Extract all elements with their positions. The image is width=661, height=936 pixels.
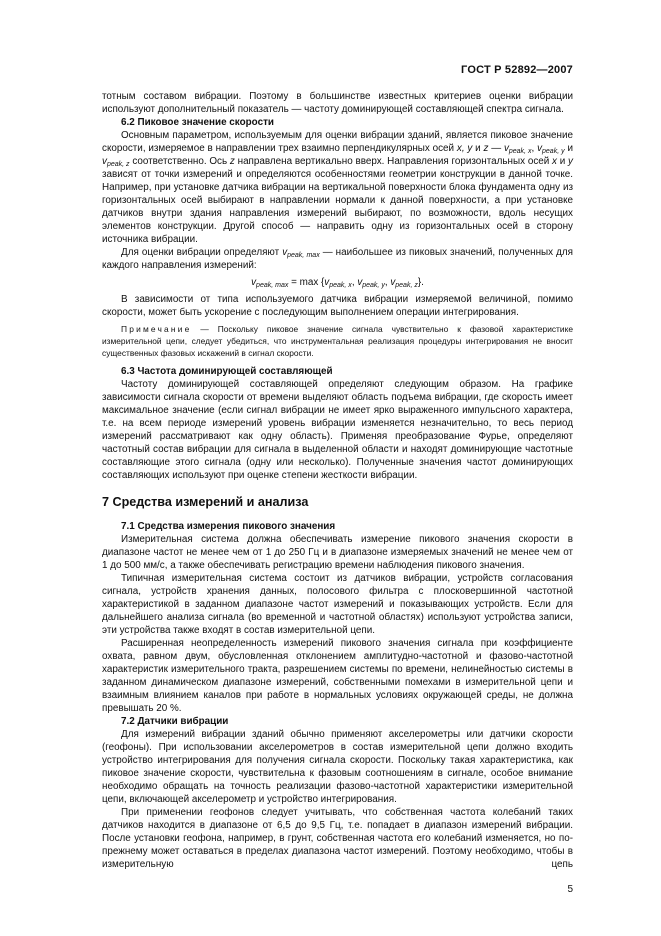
document-body bbox=[102, 90, 573, 871]
subscript: peak, z bbox=[106, 161, 130, 168]
text-run: и bbox=[556, 156, 569, 167]
text-run: Для измерений вибрации зданий обычно применяют акселерометры или датчики скорости (геофоны). При использовании акселерометров в состав измерительной цепи должно входить устройство интегрирования для получения сигнала скорости. Поскольку такая характеристика, как пиковое значение скорости, чувствительна к фазовым соотношениям в сигнале, особое внимание необходимо обращать на точность реализации фазово-частотной характеристики измерительной цепи, включающей акселерометр и устройство интегрирования. bbox=[102, 729, 573, 805]
text-run: = max { bbox=[288, 277, 325, 288]
italic-symbol: z bbox=[229, 156, 235, 167]
italic-symbol: v bbox=[357, 277, 363, 288]
text-run: В зависимости от типа используемого датчика вибрации измеряемой величиной, помимо скорости, может быть ускорение с последующим выполнением операции интегрирования. bbox=[102, 294, 573, 318]
subscript: peak, y bbox=[362, 282, 385, 289]
italic-symbol: v bbox=[282, 247, 288, 258]
text-run: и bbox=[564, 143, 573, 154]
text-run: — Поскольку пиковое значение сигнала чувствительно к фазовой характеристике измерительной цепи, следует убедиться, что инструментальная реализация процедуры интегрирования не вносит существенных фазовых искажений в сигнал скорости. bbox=[102, 324, 573, 358]
paragraph bbox=[102, 728, 573, 806]
page-content bbox=[102, 90, 573, 896]
italic-symbol: v bbox=[102, 156, 107, 167]
text-run: Расширенная неопределенность измерений пикового значения сигнала при коэффициенте охвата, равном двум, обусловленная отклонением амплитудно-частотной и фазово-частотной характеристик измерительного тракта, разрешением системы по времени, нелинейностью системы в заданном динамическом диапазоне измерений, собственными помехами в измерительной цепи и взаимным влиянием каналов при работе в нормальных условиях окружающей среды, не должна превышать 20 %. bbox=[102, 638, 573, 714]
section-heading bbox=[102, 715, 573, 728]
text-run: — наибольшее из пиковых значений, полученных для каждого направления измерений: bbox=[102, 247, 573, 271]
text-run: Примечание bbox=[121, 324, 192, 334]
text-run: 7 Средства измерений и анализа bbox=[102, 495, 309, 509]
text-run: 7.1 Средства измерения пикового значения bbox=[121, 521, 336, 532]
text-run: Типичная измерительная система состоит из датчиков вибрации, устройств согласования сигнала, устройств хранения данных, полосового фильтра с плосковершинной частотной характеристикой в заданном диапазоне частот измерений и показывающих устройств. Если для дальнейшего анализа сигнала (во временной и частотной областях) используют устройства записи, эти устройства также входят в состав измерительной цепи. bbox=[102, 573, 573, 636]
paragraph bbox=[102, 129, 573, 246]
paragraph bbox=[102, 293, 573, 319]
text-run: — bbox=[488, 143, 504, 154]
italic-symbol: z bbox=[483, 143, 489, 154]
subscript: peak, x bbox=[508, 148, 532, 155]
text-run: 6.2 Пиковое значение скорости bbox=[121, 117, 274, 128]
text-run: зависят от точки измерений и определяются особенностями геометрии конструкции в данной точке. Например, при установке датчика вибрации на вертикальной поверхности блока фундамента одну из горизонтальных осей выбирают в направлении нормали к данной поверхности, а при установке датчиков внутри здания направления измерений выбирают, по возможности, вдоль несущих элементов конструкции. Другой способ — направить одну из горизонтальных осей в сторону источника вибрации. bbox=[102, 169, 573, 245]
italic-symbol: x bbox=[552, 156, 557, 167]
paragraph bbox=[102, 246, 573, 272]
section-heading bbox=[102, 520, 573, 533]
italic-symbol: v bbox=[503, 143, 509, 154]
paragraph bbox=[102, 572, 573, 637]
text-run: , bbox=[384, 277, 391, 288]
section-heading bbox=[102, 365, 573, 378]
text-run: , bbox=[351, 277, 358, 288]
note bbox=[102, 323, 573, 359]
text-run: , bbox=[531, 143, 538, 154]
italic-symbol: v bbox=[251, 277, 257, 288]
text-run: }. bbox=[417, 277, 424, 288]
subscript: peak, max bbox=[256, 282, 289, 289]
text-run: тотным составом вибрации. Поэтому в большинстве известных критериев оценки вибрации используют дополнительный показатель — частоту доминирующей составляющей спектра сигнала. bbox=[102, 91, 573, 115]
text-run: соответственно. Ось bbox=[129, 156, 230, 167]
chapter-heading bbox=[102, 494, 573, 510]
paragraph bbox=[102, 533, 573, 572]
paragraph bbox=[102, 90, 573, 116]
text-run: При применении геофонов следует учитывать, что собственная частота колебаний таких датчиков находится в диапазоне от 6,5 до 9,5 Гц, т.е. попадает в диапазон измерений вибрации. После установки геофона, например, в грунт, собственная частота его колебаний изменяется, но по-прежнему может оставаться в пределах диапазона частот измерений. Поэтому необходимо, чтобы в измерительную цепь bbox=[102, 807, 573, 870]
text-run: 6.3 Частота доминирующей составляющей bbox=[121, 366, 333, 377]
text-run: Измерительная система должна обеспечивать измерение пикового значения скорости в диапазоне частот не менее чем от 1 до 250 Гц и в диапазоне измеряемых значений не менее чем от 1 до 500 мм/с, а также обеспечивать регистрацию времени наблюдения пикового значения. bbox=[102, 534, 573, 571]
subscript: peak, max bbox=[287, 252, 320, 259]
paragraph bbox=[102, 806, 573, 871]
document-header-id: ГОСТ Р 52892—2007 bbox=[461, 64, 573, 76]
text-run: и bbox=[472, 143, 484, 154]
section-heading bbox=[102, 116, 573, 129]
text-run: Для оценки вибрации определяют bbox=[121, 247, 283, 258]
text-run: Основным параметром, используемым для оценки вибрации зданий, является пиковое значение скорости, измеряемое в направлении трех взаимно перпендикулярных осей bbox=[102, 130, 573, 154]
italic-symbol: y bbox=[568, 156, 573, 167]
text-run: Частоту доминирующей составляющей определяют следующим образом. На графике зависимости сигнала скорости от времени выделяют область подъема вибрации, где скорость имеет максимальное значение (если сигнал вибрации не имеет ярко выраженного импульсного характера, т.е. на всем периоде измерений уровень вибрации изменяется незначительно, то весь период измерений рассматривают как одну область). Применяя преобразование Фурье, определяют частотный состав вибрации для сигнала в выделенной области и находят доминирующие частотные составляющие этого сигнала (одну или несколько). Полученные значения частот доминирующих составляющих используют при оценке степени жесткости вибрации. bbox=[102, 379, 573, 481]
formula bbox=[102, 276, 573, 289]
italic-symbol: x, y bbox=[456, 143, 473, 154]
subscript: peak, z bbox=[395, 282, 418, 289]
subscript: peak, x bbox=[329, 282, 352, 289]
text-run: 7.2 Датчики вибрации bbox=[121, 716, 229, 727]
paragraph bbox=[102, 637, 573, 715]
italic-symbol: v bbox=[537, 143, 543, 154]
subscript: peak, y bbox=[542, 148, 565, 155]
italic-symbol: v bbox=[390, 277, 396, 288]
italic-symbol: v bbox=[324, 277, 330, 288]
paragraph bbox=[102, 378, 573, 482]
text-run: направлена вертикально вверх. Направления горизонтальных осей bbox=[234, 156, 553, 167]
page-number: 5 bbox=[567, 884, 573, 895]
